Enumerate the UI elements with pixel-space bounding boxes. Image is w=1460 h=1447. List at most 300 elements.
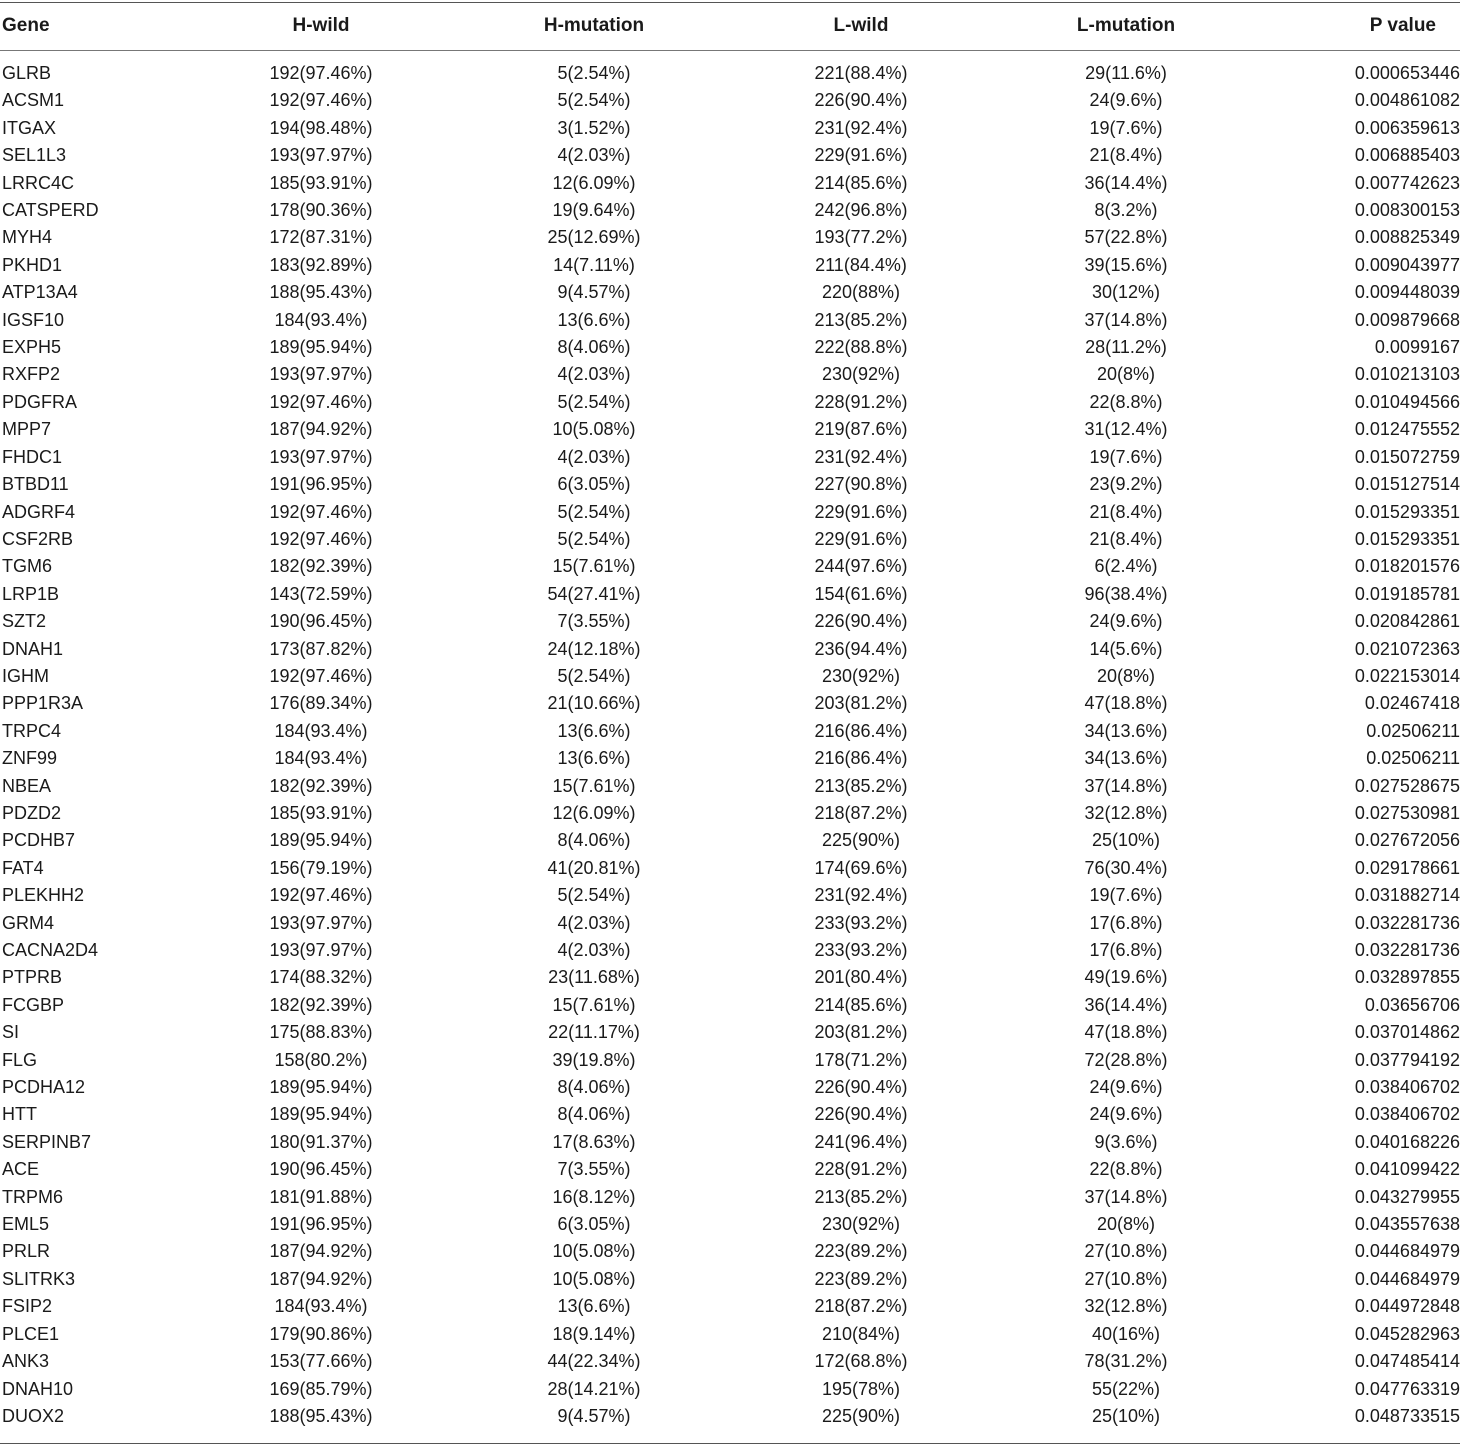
cell-gene: LRRC4C <box>2 172 75 193</box>
cell-gene: CACNA2D4 <box>2 940 99 960</box>
table-row <box>0 1293 1460 1320</box>
cell-h-wild: 193(97.97%) <box>269 446 373 467</box>
cell-l-mutation: 25(10%) <box>1091 830 1161 851</box>
cell-h-wild: 188(95.43%) <box>269 282 373 303</box>
cell-h-wild: 193(97.97%) <box>269 940 373 960</box>
cell-h-wild: 158(80.2%) <box>274 1049 368 1070</box>
table-row <box>0 52 1460 87</box>
table-row <box>0 690 1460 717</box>
cell-l-wild: 244(97.6%) <box>814 556 908 577</box>
cell-l-mutation: 23(9.2%) <box>1089 474 1163 495</box>
cell-h-mutation: 6(3.05%) <box>557 474 631 495</box>
cell-l-wild: 216(86.4%) <box>814 720 908 741</box>
cell-p-value: 0.027528675 <box>1354 775 1460 796</box>
cell-l-wild: 241(96.4%) <box>814 1131 908 1152</box>
cell-h-mutation: 19(9.64%) <box>552 200 636 221</box>
table-row <box>0 553 1460 580</box>
cell-p-value: 0.031882714 <box>1354 885 1460 906</box>
cell-p-value: 0.008300153 <box>1354 200 1460 221</box>
cell-l-wild: 154(61.6%) <box>814 583 908 604</box>
cell-h-wild: 173(87.82%) <box>269 638 373 659</box>
cell-l-mutation: 24(9.6%) <box>1089 1077 1163 1098</box>
cell-l-mutation: 36(14.4%) <box>1084 172 1168 193</box>
cell-h-wild: 184(93.4%) <box>274 1296 368 1317</box>
cell-gene: SEL1L3 <box>2 145 67 166</box>
cell-l-wild: 231(92.4%) <box>814 446 908 467</box>
cell-l-wild: 218(87.2%) <box>814 802 908 823</box>
cell-gene: DNAH1 <box>2 638 64 659</box>
cell-h-wild: 192(97.46%) <box>269 90 373 111</box>
cell-l-wild: 233(93.2%) <box>814 912 908 933</box>
cell-gene: GLRB <box>2 63 52 83</box>
table-row <box>0 87 1460 114</box>
cell-p-value: 0.027672056 <box>1354 830 1460 851</box>
cell-gene: SLITRK3 <box>2 1268 76 1289</box>
table-row <box>0 608 1460 635</box>
cell-l-wild: 226(90.4%) <box>814 1077 908 1098</box>
cell-p-value: 0.004861082 <box>1354 90 1460 111</box>
cell-gene: SZT2 <box>2 611 47 632</box>
cell-gene: SI <box>2 1022 20 1043</box>
cell-l-mutation: 32(12.8%) <box>1084 802 1168 823</box>
cell-h-mutation: 6(3.05%) <box>557 1214 631 1235</box>
cell-gene: HTT <box>2 1104 37 1125</box>
cell-gene: PRLR <box>2 1241 51 1262</box>
cell-l-mutation: 29(11.6%) <box>1085 63 1167 83</box>
cell-gene: DUOX2 <box>2 1405 65 1426</box>
cell-l-mutation: 24(9.6%) <box>1089 90 1163 111</box>
cell-p-value: 0.043557638 <box>1354 1214 1460 1235</box>
cell-h-wild: 156(79.19%) <box>269 857 373 878</box>
cell-l-mutation: 27(10.8%) <box>1084 1241 1168 1262</box>
cell-l-mutation: 47(18.8%) <box>1084 1022 1168 1043</box>
cell-h-wild: 188(95.43%) <box>269 1405 373 1426</box>
cell-gene: ZNF99 <box>2 748 58 769</box>
cell-h-mutation: 18(9.14%) <box>552 1323 636 1344</box>
cell-h-wild: 187(94.92%) <box>269 419 373 440</box>
cell-p-value: 0.006359613 <box>1354 117 1460 138</box>
cell-l-wild: 211(84.4%) <box>815 254 907 275</box>
cell-h-mutation: 12(6.09%) <box>552 172 636 193</box>
table-row <box>0 444 1460 471</box>
cell-p-value: 0.032281736 <box>1354 912 1460 933</box>
cell-h-mutation: 7(3.55%) <box>557 611 631 632</box>
cell-l-mutation: 21(8.4%) <box>1089 501 1163 522</box>
table-row <box>0 636 1460 663</box>
cell-p-value: 0.020842861 <box>1354 611 1460 632</box>
cell-h-wild: 184(93.4%) <box>274 309 368 330</box>
cell-l-mutation: 25(10%) <box>1091 1405 1161 1426</box>
cell-l-wild: 230(92%) <box>821 665 901 686</box>
cell-h-mutation: 4(2.03%) <box>557 364 631 385</box>
cell-gene: ANK3 <box>2 1351 50 1372</box>
cell-h-mutation: 4(2.03%) <box>557 940 631 960</box>
cell-l-mutation: 24(9.6%) <box>1089 1104 1163 1125</box>
cell-h-mutation: 10(5.08%) <box>552 1268 636 1289</box>
table-row <box>0 142 1460 169</box>
cell-p-value: 0.010494566 <box>1354 391 1460 412</box>
cell-h-wild: 190(96.45%) <box>269 1159 373 1180</box>
table-row <box>0 773 1460 800</box>
cell-l-mutation: 37(14.8%) <box>1084 775 1168 796</box>
cell-h-mutation: 41(20.81%) <box>547 857 641 878</box>
cell-l-wild: 226(90.4%) <box>814 90 908 111</box>
cell-l-mutation: 32(12.8%) <box>1084 1296 1168 1317</box>
table-row <box>0 581 1460 608</box>
cell-p-value: 0.038406702 <box>1354 1104 1460 1125</box>
cell-h-mutation: 8(4.06%) <box>557 1104 631 1125</box>
cell-p-value: 0.02467418 <box>1364 693 1460 714</box>
table-row <box>0 800 1460 827</box>
cell-gene: FLG <box>2 1049 38 1070</box>
cell-l-wild: 178(71.2%) <box>814 1049 908 1070</box>
cell-h-mutation: 12(6.09%) <box>552 802 636 823</box>
cell-l-wild: 216(86.4%) <box>814 748 908 769</box>
cell-gene: TRPM6 <box>2 1186 64 1207</box>
cell-l-mutation: 17(6.8%) <box>1089 912 1163 933</box>
table-row <box>0 1074 1460 1101</box>
cell-gene: PLCE1 <box>2 1323 60 1344</box>
cell-p-value: 0.037014862 <box>1354 1022 1460 1043</box>
cell-h-mutation: 5(2.54%) <box>557 391 631 412</box>
cell-h-mutation: 13(6.6%) <box>557 720 631 741</box>
table-row <box>0 361 1460 388</box>
cell-h-wild: 189(95.94%) <box>269 830 373 851</box>
cell-l-mutation: 37(14.8%) <box>1084 1186 1168 1207</box>
header-p-value: P value <box>1369 15 1436 36</box>
cell-l-mutation: 8(3.2%) <box>1094 200 1158 221</box>
cell-gene: PKHD1 <box>2 254 63 275</box>
cell-h-mutation: 9(4.57%) <box>557 1405 631 1426</box>
cell-gene: PDZD2 <box>2 802 62 823</box>
cell-gene: MPP7 <box>2 419 52 440</box>
table-row <box>0 663 1460 690</box>
cell-l-mutation: 72(28.8%) <box>1084 1049 1168 1070</box>
cell-l-wild: 226(90.4%) <box>814 611 908 632</box>
cell-p-value: 0.018201576 <box>1354 556 1460 577</box>
cell-l-wild: 225(90%) <box>821 830 901 851</box>
cell-l-wild: 223(89.2%) <box>814 1241 908 1262</box>
cell-l-wild: 230(92%) <box>821 1214 901 1235</box>
cell-h-mutation: 5(2.54%) <box>557 528 631 549</box>
cell-l-wild: 174(69.6%) <box>814 857 908 878</box>
cell-p-value: 0.02506211 <box>1366 748 1460 769</box>
cell-l-wild: 210(84%) <box>821 1323 901 1344</box>
cell-l-wild: 203(81.2%) <box>814 693 908 714</box>
cell-l-wild: 220(88%) <box>821 282 901 303</box>
cell-h-mutation: 14(7.11%) <box>553 254 635 275</box>
cell-h-mutation: 22(11.17%) <box>548 1022 640 1043</box>
cell-h-wild: 187(94.92%) <box>269 1268 373 1289</box>
cell-l-mutation: 31(12.4%) <box>1084 419 1168 440</box>
cell-l-mutation: 76(30.4%) <box>1084 857 1168 878</box>
cell-p-value: 0.032281736 <box>1354 940 1460 960</box>
cell-gene: EXPH5 <box>2 337 62 358</box>
cell-p-value: 0.041099422 <box>1354 1159 1460 1180</box>
cell-l-wild: 214(85.6%) <box>814 994 908 1015</box>
cell-h-mutation: 10(5.08%) <box>552 419 636 440</box>
cell-l-mutation: 37(14.8%) <box>1084 309 1168 330</box>
cell-h-wild: 185(93.91%) <box>269 172 373 193</box>
cell-h-mutation: 24(12.18%) <box>547 638 641 659</box>
cell-l-mutation: 49(19.6%) <box>1084 967 1168 988</box>
cell-gene: FCGBP <box>2 994 65 1015</box>
cell-p-value: 0.022153014 <box>1354 665 1460 686</box>
cell-gene: TRPC4 <box>2 720 62 741</box>
cell-h-mutation: 5(2.54%) <box>557 90 631 111</box>
header-l-mutation: L-mutation <box>1076 15 1176 36</box>
cell-p-value: 0.044684979 <box>1354 1268 1460 1289</box>
cell-gene: CATSPERD <box>2 200 99 221</box>
cell-gene: FHDC1 <box>2 446 63 467</box>
table-row <box>0 882 1460 909</box>
cell-h-wild: 189(95.94%) <box>269 337 373 358</box>
cell-h-wild: 182(92.39%) <box>269 556 373 577</box>
cell-l-mutation: 96(38.4%) <box>1084 583 1168 604</box>
cell-gene: MYH4 <box>2 227 53 248</box>
cell-h-wild: 180(91.37%) <box>269 1131 373 1152</box>
cell-l-wild: 213(85.2%) <box>814 775 908 796</box>
cell-h-wild: 183(92.89%) <box>269 254 373 275</box>
cell-l-mutation: 57(22.8%) <box>1084 227 1168 248</box>
cell-l-wild: 242(96.8%) <box>814 200 908 221</box>
cell-h-wild: 192(97.46%) <box>269 391 373 412</box>
table-row <box>0 1266 1460 1293</box>
cell-l-wild: 214(85.6%) <box>814 172 908 193</box>
cell-h-mutation: 44(22.34%) <box>547 1351 641 1372</box>
cell-p-value: 0.0099167 <box>1374 337 1460 358</box>
table-row <box>0 115 1460 142</box>
cell-p-value: 0.047763319 <box>1354 1378 1460 1399</box>
table-row <box>0 1321 1460 1348</box>
cell-h-mutation: 54(27.41%) <box>547 583 641 604</box>
table-row <box>0 334 1460 361</box>
cell-h-wild: 192(97.46%) <box>269 528 373 549</box>
cell-p-value: 0.007742623 <box>1354 172 1460 193</box>
cell-h-mutation: 16(8.12%) <box>552 1186 636 1207</box>
cell-gene: PLEKHH2 <box>2 885 85 906</box>
cell-gene: FSIP2 <box>2 1296 53 1317</box>
table-row <box>0 1403 1460 1430</box>
cell-l-mutation: 19(7.6%) <box>1089 117 1163 138</box>
cell-l-mutation: 34(13.6%) <box>1084 720 1168 741</box>
cell-p-value: 0.02506211 <box>1366 720 1460 741</box>
table-row <box>0 170 1460 197</box>
cell-h-wild: 189(95.94%) <box>269 1077 373 1098</box>
cell-h-wild: 184(93.4%) <box>274 748 368 769</box>
cell-h-wild: 182(92.39%) <box>269 994 373 1015</box>
cell-l-mutation: 20(8%) <box>1096 364 1156 385</box>
cell-l-mutation: 24(9.6%) <box>1089 611 1163 632</box>
cell-gene: CSF2RB <box>2 528 74 549</box>
cell-l-mutation: 27(10.8%) <box>1084 1268 1168 1289</box>
header-h-mutation: H-mutation <box>543 15 645 36</box>
cell-p-value: 0.048733515 <box>1354 1405 1460 1426</box>
cell-l-mutation: 14(5.6%) <box>1089 638 1163 659</box>
cell-h-wild: 184(93.4%) <box>274 720 368 741</box>
table-row <box>0 499 1460 526</box>
cell-h-wild: 181(91.88%) <box>269 1186 373 1207</box>
cell-l-mutation: 47(18.8%) <box>1084 693 1168 714</box>
table-row <box>0 1376 1460 1403</box>
cell-h-mutation: 7(3.55%) <box>557 1159 631 1180</box>
cell-h-wild: 172(87.31%) <box>269 227 373 248</box>
cell-l-wild: 219(87.6%) <box>814 419 908 440</box>
cell-p-value: 0.027530981 <box>1354 802 1460 823</box>
cell-h-mutation: 15(7.61%) <box>552 775 636 796</box>
cell-l-mutation: 20(8%) <box>1096 665 1156 686</box>
cell-h-wild: 187(94.92%) <box>269 1241 373 1262</box>
cell-p-value: 0.037794192 <box>1354 1049 1460 1070</box>
cell-l-wild: 172(68.8%) <box>814 1351 908 1372</box>
cell-gene: PTPRB <box>2 967 63 988</box>
cell-l-mutation: 78(31.2%) <box>1084 1351 1168 1372</box>
table-row <box>0 937 1460 964</box>
cell-l-wild: 227(90.8%) <box>814 474 908 495</box>
cell-h-wild: 179(90.86%) <box>269 1323 373 1344</box>
cell-l-wild: 229(91.6%) <box>814 501 908 522</box>
cell-p-value: 0.009879668 <box>1354 309 1460 330</box>
cell-h-mutation: 5(2.54%) <box>557 63 631 83</box>
table-row <box>0 1156 1460 1183</box>
cell-p-value: 0.010213103 <box>1354 364 1460 385</box>
cell-p-value: 0.044684979 <box>1354 1241 1460 1262</box>
table-body <box>0 52 1460 1430</box>
table-bottom-rule <box>0 1443 1460 1444</box>
cell-p-value: 0.012475552 <box>1354 419 1460 440</box>
cell-gene: PPP1R3A <box>2 693 84 714</box>
cell-h-wild: 192(97.46%) <box>269 665 373 686</box>
header-gene: Gene <box>2 15 50 36</box>
table-row <box>0 526 1460 553</box>
cell-h-wild: 192(97.46%) <box>269 63 373 83</box>
table-row <box>0 910 1460 937</box>
cell-gene: GRM4 <box>2 912 55 933</box>
cell-h-mutation: 13(6.6%) <box>557 309 631 330</box>
cell-p-value: 0.000653446 <box>1354 63 1460 83</box>
cell-l-wild: 230(92%) <box>821 364 901 385</box>
cell-l-wild: 226(90.4%) <box>814 1104 908 1125</box>
cell-gene: DNAH10 <box>2 1378 74 1399</box>
header-l-wild: L-wild <box>833 15 889 36</box>
cell-l-wild: 231(92.4%) <box>814 885 908 906</box>
cell-p-value: 0.032897855 <box>1354 967 1460 988</box>
cell-p-value: 0.043279955 <box>1354 1186 1460 1207</box>
cell-gene: ATP13A4 <box>2 282 78 303</box>
cell-h-mutation: 8(4.06%) <box>557 830 631 851</box>
cell-h-wild: 153(77.66%) <box>269 1351 373 1372</box>
cell-p-value: 0.015293351 <box>1354 501 1460 522</box>
cell-h-wild: 190(96.45%) <box>269 611 373 632</box>
cell-l-wild: 213(85.2%) <box>814 1186 908 1207</box>
cell-gene: IGSF10 <box>2 309 65 330</box>
cell-l-mutation: 19(7.6%) <box>1089 446 1163 467</box>
cell-h-mutation: 4(2.03%) <box>557 145 631 166</box>
table-row <box>0 224 1460 251</box>
table-row <box>0 1019 1460 1046</box>
cell-gene: EML5 <box>2 1214 50 1235</box>
cell-h-wild: 193(97.97%) <box>269 912 373 933</box>
cell-p-value: 0.015293351 <box>1354 528 1460 549</box>
cell-l-mutation: 30(12%) <box>1091 282 1161 303</box>
cell-h-mutation: 4(2.03%) <box>557 912 631 933</box>
cell-h-wild: 192(97.46%) <box>269 501 373 522</box>
table-row <box>0 855 1460 882</box>
cell-h-mutation: 15(7.61%) <box>552 556 636 577</box>
table-row <box>0 307 1460 334</box>
table-row <box>0 827 1460 854</box>
cell-h-mutation: 39(19.8%) <box>552 1049 636 1070</box>
cell-p-value: 0.029178661 <box>1354 857 1460 878</box>
cell-gene: IGHM <box>2 665 49 686</box>
cell-l-wild: 195(78%) <box>821 1378 901 1399</box>
table-row <box>0 1047 1460 1074</box>
cell-gene: PCDHA12 <box>2 1077 86 1098</box>
cell-h-wild: 194(98.48%) <box>269 117 373 138</box>
cell-l-wild: 236(94.4%) <box>814 638 908 659</box>
table-row <box>0 471 1460 498</box>
cell-l-mutation: 28(11.2%) <box>1085 337 1167 358</box>
cell-l-wild: 193(77.2%) <box>814 227 908 248</box>
cell-l-wild: 203(81.2%) <box>814 1022 908 1043</box>
cell-h-mutation: 8(4.06%) <box>557 337 631 358</box>
cell-h-mutation: 8(4.06%) <box>557 1077 631 1098</box>
cell-l-wild: 231(92.4%) <box>814 117 908 138</box>
cell-l-mutation: 39(15.6%) <box>1084 254 1168 275</box>
table-row <box>0 1129 1460 1156</box>
cell-p-value: 0.038406702 <box>1354 1077 1460 1098</box>
cell-h-mutation: 15(7.61%) <box>552 994 636 1015</box>
cell-l-mutation: 21(8.4%) <box>1089 145 1163 166</box>
cell-h-wild: 192(97.46%) <box>269 885 373 906</box>
cell-p-value: 0.03656706 <box>1364 994 1460 1015</box>
cell-gene: PCDHB7 <box>2 830 76 851</box>
cell-h-mutation: 3(1.52%) <box>557 117 631 138</box>
cell-h-wild: 176(89.34%) <box>269 693 373 714</box>
cell-h-wild: 169(85.79%) <box>269 1378 373 1399</box>
table-row <box>0 1184 1460 1211</box>
table-row <box>0 992 1460 1019</box>
table-row <box>0 252 1460 279</box>
cell-p-value: 0.019185781 <box>1354 583 1460 604</box>
cell-gene: ITGAX <box>2 117 57 138</box>
cell-gene: LRP1B <box>2 583 60 604</box>
cell-h-mutation: 4(2.03%) <box>557 446 631 467</box>
cell-gene: BTBD11 <box>2 474 69 495</box>
cell-h-mutation: 13(6.6%) <box>557 748 631 769</box>
cell-h-mutation: 25(12.69%) <box>547 227 641 248</box>
cell-l-mutation: 22(8.8%) <box>1089 391 1163 412</box>
cell-h-wild: 174(88.32%) <box>269 967 373 988</box>
table-row <box>0 197 1460 224</box>
cell-p-value: 0.009448039 <box>1354 282 1460 303</box>
cell-l-wild: 228(91.2%) <box>814 391 908 412</box>
cell-l-mutation: 19(7.6%) <box>1089 885 1163 906</box>
cell-h-mutation: 23(11.68%) <box>548 967 640 988</box>
cell-l-wild: 223(89.2%) <box>814 1268 908 1289</box>
cell-l-wild: 225(90%) <box>821 1405 901 1426</box>
cell-gene: PDGFRA <box>2 391 78 412</box>
cell-h-mutation: 9(4.57%) <box>557 282 631 303</box>
cell-h-wild: 185(93.91%) <box>269 802 373 823</box>
table-row <box>0 1101 1460 1128</box>
cell-l-mutation: 6(2.4%) <box>1094 556 1158 577</box>
cell-p-value: 0.009043977 <box>1354 254 1460 275</box>
cell-l-mutation: 17(6.8%) <box>1089 940 1163 960</box>
cell-l-wild: 221(88.4%) <box>814 63 908 83</box>
cell-p-value: 0.047485414 <box>1354 1351 1460 1372</box>
cell-h-mutation: 17(8.63%) <box>552 1131 636 1152</box>
